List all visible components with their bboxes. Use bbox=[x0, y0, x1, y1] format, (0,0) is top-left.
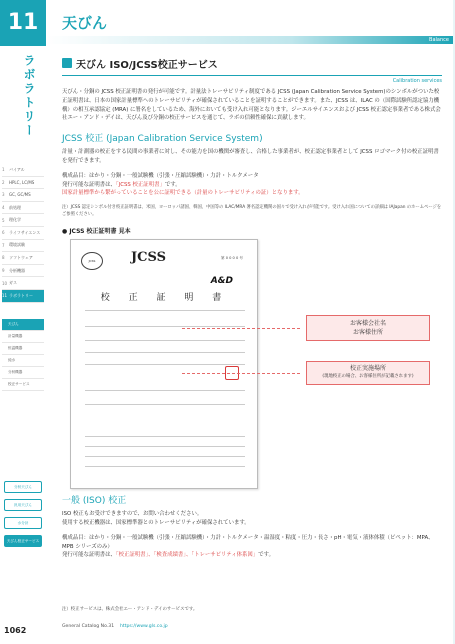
cert-rule bbox=[85, 340, 245, 341]
index-tabs bbox=[4, 481, 42, 553]
jcss-red-note: 国家計量標準から繋がっていることを公に証明できる（計量のトレーサビリティの証）となります。 bbox=[62, 190, 304, 197]
header-title: 天びん bbox=[62, 14, 108, 32]
iso-heading: 一般 (ISO) 校正 bbox=[62, 496, 127, 507]
footnote: 注）校正サービスは、株式会社エー・アンド・デイのサービスです。 bbox=[62, 607, 198, 612]
subnav-item[interactable]: 分析機器 bbox=[2, 367, 44, 379]
nav-item[interactable]: 3 GC, GC/MS bbox=[2, 189, 44, 202]
cert-rule bbox=[85, 310, 245, 311]
section-title: 天びん ISO/JCSS校正サービス bbox=[62, 56, 442, 71]
cert-and-logo: A&D bbox=[210, 276, 233, 287]
nav-item-active[interactable]: 11 ラボラトリー bbox=[2, 290, 44, 303]
nav-item[interactable]: 6 ライフサイエンス bbox=[2, 227, 44, 240]
subnav-item[interactable]: 恒温機器 bbox=[2, 343, 44, 355]
subnav-item-active[interactable]: 天びん bbox=[2, 319, 44, 331]
chapter-number: 11 bbox=[0, 0, 46, 46]
subnav-item[interactable]: 計量機器 bbox=[2, 331, 44, 343]
cert-rule bbox=[85, 352, 245, 353]
jcss-scope: 構成品目：はかり・分銅・一般試験機（引張・圧縮試験機）・力計・トルクメータ bbox=[62, 172, 259, 179]
page-header bbox=[46, 0, 455, 46]
sidebar bbox=[0, 0, 46, 644]
sub-nav bbox=[2, 319, 44, 391]
cert-logo-icon: JCSS bbox=[81, 252, 103, 270]
main-content bbox=[62, 52, 442, 560]
subnav-item[interactable]: 校正サービス bbox=[2, 379, 44, 391]
footer-url[interactable]: https://www.gls.co.jp bbox=[119, 624, 168, 629]
nav-item[interactable]: 5 理化学 bbox=[2, 214, 44, 227]
index-tab-active[interactable]: 天びん校正サービス bbox=[4, 535, 42, 547]
header-band bbox=[46, 36, 455, 44]
jcss-description: 計量・計測器の校正をする民間の事業者に対し、その能力を国の機関が審査し、合格した事業者が、校正認定事業者として JCSS ロゴマーク付の校正証明書を発行できます。 bbox=[62, 149, 439, 164]
iso-scope: 構成品目：はかり・分銅・一般試験機（引張・圧縮試験機）・力計・トルクメータ・温湿度・粘度・圧力・長さ・pH・電気・液体体積（ピペット：MPA、MPB シリーズのみ） bbox=[62, 534, 434, 550]
cert-rule bbox=[85, 456, 245, 457]
header-category-en: Balance bbox=[429, 37, 449, 43]
page-number: 1062 bbox=[4, 626, 27, 635]
iso-desc-2: 使用する校正機器は、国家標準器とのトレーサビリティが確保されています。 bbox=[62, 519, 250, 526]
subnav-item[interactable]: 純水 bbox=[2, 355, 44, 367]
chapter-nav bbox=[2, 164, 44, 303]
index-tab[interactable]: 汎用天びん bbox=[4, 499, 42, 511]
cert-rule bbox=[85, 466, 245, 467]
section-rule bbox=[62, 75, 442, 76]
iso-desc-1: ISO 校正もお受けできますので、お問い合わせください。 bbox=[62, 511, 203, 518]
cert-rule bbox=[85, 404, 245, 405]
cert-jcss-mark: JCSS bbox=[131, 250, 166, 266]
cert-rule bbox=[85, 326, 245, 327]
nav-item[interactable]: 1 バイアル bbox=[2, 164, 44, 177]
index-tab[interactable]: 水分計 bbox=[4, 517, 42, 529]
certificate-sample bbox=[62, 239, 442, 491]
page-footer bbox=[62, 624, 168, 629]
nav-item[interactable]: 8 ソフトウェア bbox=[2, 252, 44, 265]
nav-item[interactable]: 10 ガス bbox=[2, 277, 44, 290]
chapter-title: ラボラトリー bbox=[22, 54, 36, 138]
cert-rule bbox=[85, 364, 245, 365]
nav-item[interactable]: 2 HPLC, LC/MS bbox=[2, 177, 44, 190]
nav-item[interactable]: 7 環境試験 bbox=[2, 240, 44, 253]
index-tab[interactable]: 分析天びん bbox=[4, 481, 42, 493]
cert-rule bbox=[85, 390, 245, 391]
nav-item[interactable]: 4 前処理 bbox=[2, 202, 44, 215]
cert-title: 校 正 証 明 書 bbox=[100, 293, 230, 304]
cert-number: 第 0 0 0 0 号 bbox=[220, 256, 243, 261]
jcss-note: 注）JCSS 認定シンボル付き校正証明書は、米国、ヨーロッパ諸国、韓国、中国等の ILAC/MRA 署名認定機関の国々で受け入れが可能です。受け入れ国についての詳細は IAJapan のホームページをご参照ください。 bbox=[62, 205, 442, 218]
section-intro: 天びん・分銅の JCSS 校正証明書の発行が可能です。計量法トレーサビリティ制度である JCSS (Japan Calibration Service System)のシンボルがついた校正証明書は、日本の国家計量標準へのトレーサビリティが確保されていることを証明することができます。また、JCSS は、ILAC の（国際試験所認定協力機構）の相互承認協定 (MRA) に署名をしているため、海外においても受け入れ可能となります。ジーエルサイエンスおよび JCSS 校正認定事業者である株式会社エー・アンド・デイは、天びん及び分銅の校正サービスを通じて、ラボの信頼性確保に貢献します。 bbox=[62, 89, 441, 122]
cert-rule bbox=[85, 446, 245, 447]
callout-connector bbox=[182, 328, 300, 329]
sample-title: ● JCSS 校正証明書 見本 bbox=[62, 228, 131, 236]
callout-connector bbox=[182, 373, 300, 374]
section-subtitle-en: Calibration services bbox=[392, 78, 442, 84]
iso-docs: 発行可能な証明書は、「校正証明書」、「検査成績書」、「トレーサビリティ体系図」です。 bbox=[62, 552, 274, 559]
jcss-docs: 発行可能な証明書は、「JCSS 校正証明書」です。 bbox=[62, 181, 181, 188]
nav-item[interactable]: 9 分析機器 bbox=[2, 265, 44, 278]
certificate-image bbox=[70, 239, 258, 489]
callout-customer: お客様会社名 お客様住所 bbox=[306, 315, 430, 341]
callout-location: 校正実施場所 (現地校正の場合、お客様住所が記載されます) bbox=[306, 361, 430, 385]
catalog-name: General Catalog No.31 bbox=[62, 624, 115, 629]
cert-rule bbox=[85, 436, 245, 437]
jcss-heading: JCSS 校正 (Japan Calibration Service System) bbox=[62, 134, 263, 145]
